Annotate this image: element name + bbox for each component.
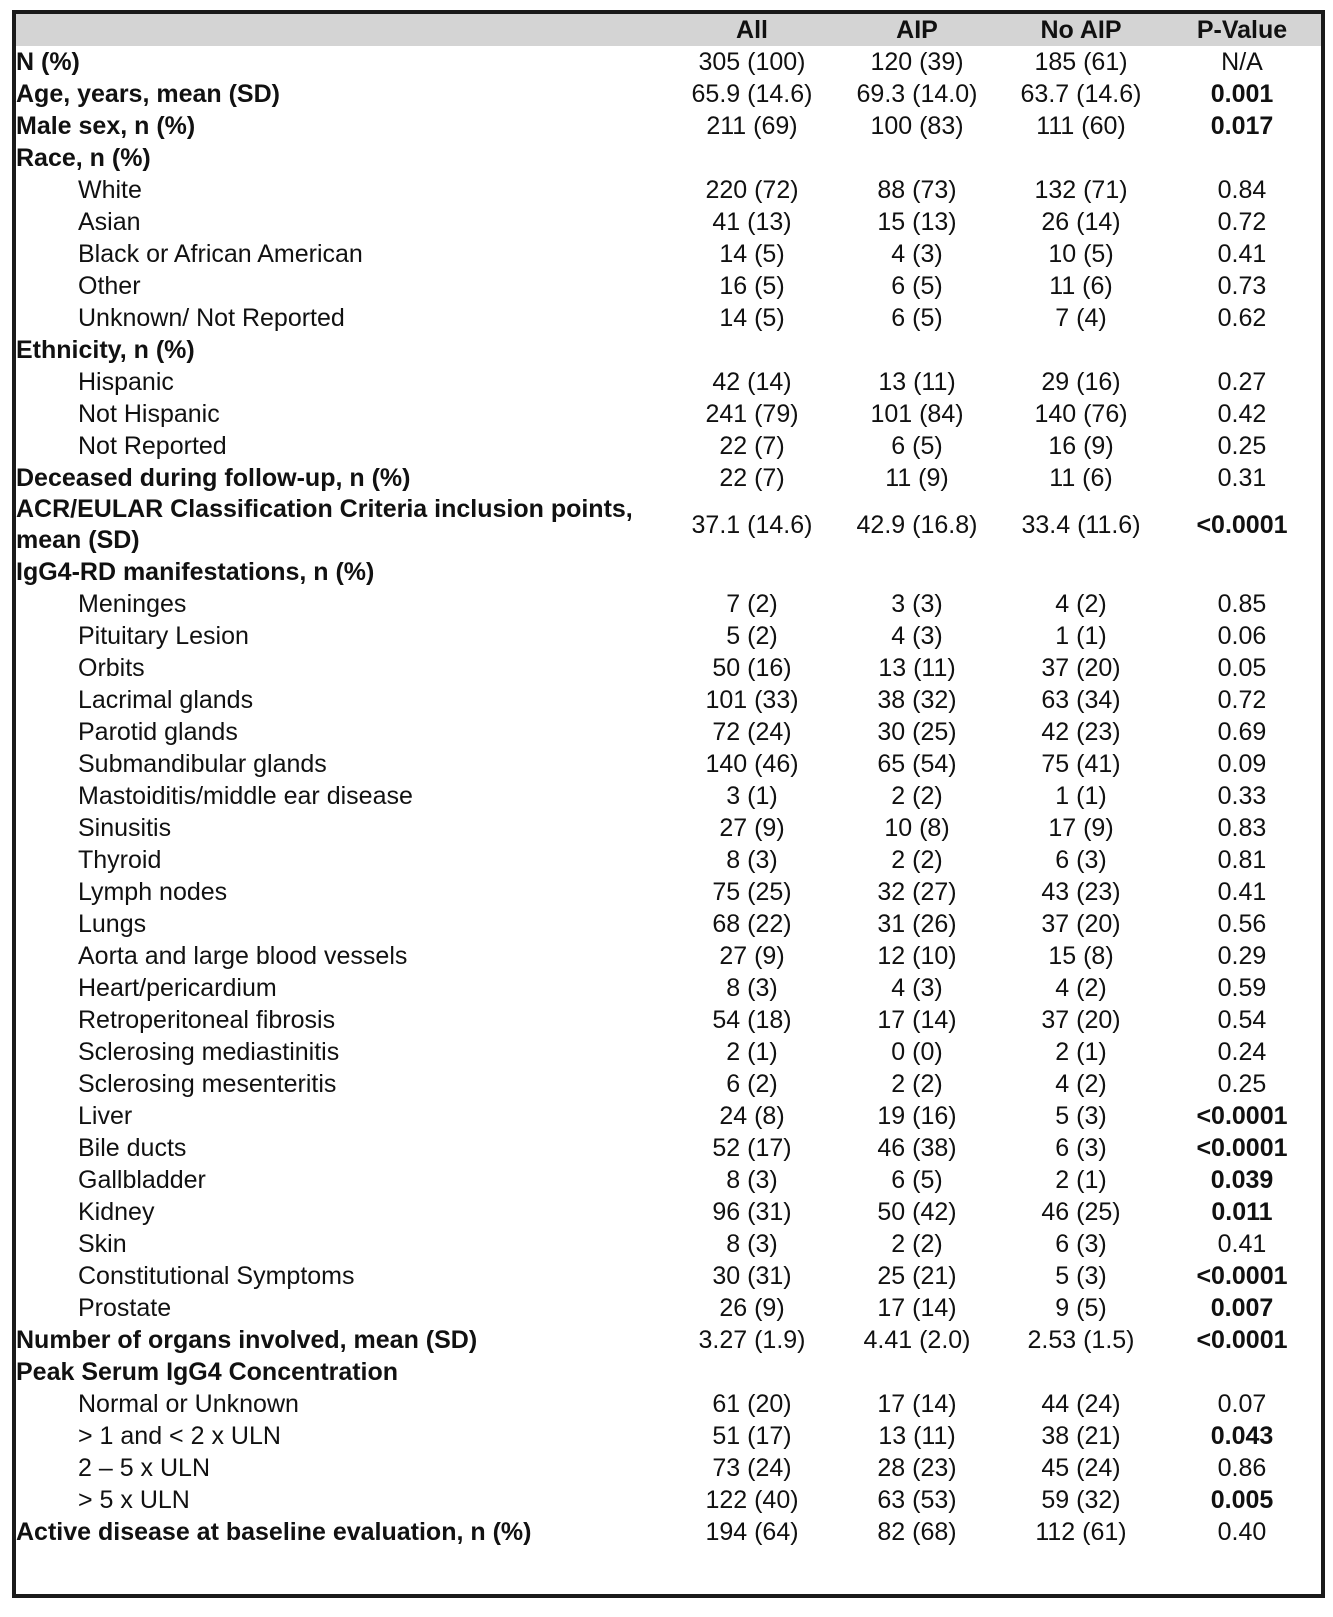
cell-p-value: <0.0001 xyxy=(1196,511,1288,539)
cell-aip: 6 (5) xyxy=(891,304,943,332)
cell-all: 122 (40) xyxy=(705,1486,799,1514)
row-label: Heart/pericardium xyxy=(78,974,277,1002)
cell-p-value: 0.56 xyxy=(1217,910,1267,938)
header-aip: AIP xyxy=(896,16,938,44)
table-row xyxy=(16,1132,1321,1164)
cell-all: 51 (17) xyxy=(712,1422,792,1450)
cell-all: 54 (18) xyxy=(712,1006,792,1034)
row-label: Submandibular glands xyxy=(78,750,327,778)
cell-no-aip: 26 (14) xyxy=(1041,208,1121,236)
cell-all: 8 (3) xyxy=(726,846,778,874)
cell-all: 42 (14) xyxy=(712,368,792,396)
cell-aip: 32 (27) xyxy=(877,878,957,906)
cell-p-value: 0.72 xyxy=(1217,686,1267,714)
cell-aip: 120 (39) xyxy=(870,48,964,76)
cell-p-value xyxy=(1163,334,1321,366)
row-label: Kidney xyxy=(78,1198,155,1226)
header-p-value: P-Value xyxy=(1196,16,1288,44)
cell-p-value: 0.06 xyxy=(1217,622,1267,650)
cell-aip: 11 (9) xyxy=(885,464,949,492)
cell-p-value: N/A xyxy=(1221,48,1263,76)
row-label: Black or African American xyxy=(78,240,363,268)
cell-aip: 17 (14) xyxy=(877,1294,957,1322)
cell-aip: 3 (3) xyxy=(891,590,943,618)
cell-aip: 4.41 (2.0) xyxy=(863,1326,971,1354)
cell-p-value: 0.24 xyxy=(1217,1038,1267,1066)
table-row xyxy=(16,844,1321,876)
cell-no-aip: 5 (3) xyxy=(1055,1262,1107,1290)
row-label: Deceased during follow-up, n (%) xyxy=(16,464,411,492)
row-label: Lacrimal glands xyxy=(78,686,254,714)
table-row xyxy=(16,302,1321,334)
cell-all: 41 (13) xyxy=(712,208,792,236)
cell-aip xyxy=(835,142,999,174)
table-row xyxy=(16,1452,1321,1484)
table-row xyxy=(16,812,1321,844)
row-label: Normal or Unknown xyxy=(78,1390,299,1418)
cell-aip: 50 (42) xyxy=(877,1198,957,1226)
cell-aip: 69.3 (14.0) xyxy=(856,80,978,108)
cell-aip: 88 (73) xyxy=(877,176,957,204)
cell-no-aip: 11 (6) xyxy=(1049,464,1113,492)
cell-no-aip: 4 (2) xyxy=(1055,974,1107,1002)
table-row xyxy=(16,972,1321,1004)
cell-p-value: 0.29 xyxy=(1217,942,1267,970)
cell-p-value: <0.0001 xyxy=(1196,1262,1288,1290)
cell-no-aip: 111 (60) xyxy=(1036,112,1126,140)
row-label: Aorta and large blood vessels xyxy=(78,942,408,970)
cell-p-value: 0.41 xyxy=(1217,878,1267,906)
cell-no-aip: 1 (1) xyxy=(1055,622,1107,650)
cell-p-value: 0.25 xyxy=(1217,432,1267,460)
cell-p-value: 0.54 xyxy=(1217,1006,1267,1034)
cell-aip: 6 (5) xyxy=(891,1166,943,1194)
cell-no-aip: 9 (5) xyxy=(1055,1294,1107,1322)
cell-no-aip: 33.4 (11.6) xyxy=(1021,511,1141,539)
cell-all: 305 (100) xyxy=(698,48,806,76)
cell-aip: 100 (83) xyxy=(870,112,964,140)
table-row xyxy=(16,1228,1321,1260)
cell-no-aip: 6 (3) xyxy=(1055,1230,1107,1258)
row-label: Not Reported xyxy=(78,432,227,460)
row-label: Number of organs involved, mean (SD) xyxy=(16,1326,478,1354)
row-label: Lymph nodes xyxy=(78,878,228,906)
table-body xyxy=(16,46,1321,1548)
cell-no-aip xyxy=(999,142,1163,174)
row-label: Asian xyxy=(78,208,141,236)
row-label: Bile ducts xyxy=(78,1134,187,1162)
row-label: Sclerosing mesenteritis xyxy=(78,1070,337,1098)
row-label: Other xyxy=(78,272,141,300)
cell-no-aip: 37 (20) xyxy=(1041,910,1121,938)
cell-aip: 15 (13) xyxy=(877,208,957,236)
cell-all: 5 (2) xyxy=(726,622,778,650)
cell-p-value: 0.011 xyxy=(1211,1198,1273,1226)
table-row xyxy=(16,1068,1321,1100)
cell-no-aip: 140 (76) xyxy=(1034,400,1128,428)
cell-all: 61 (20) xyxy=(712,1390,792,1418)
row-label: Thyroid xyxy=(78,846,162,874)
cell-p-value: 0.001 xyxy=(1210,80,1274,108)
cell-all xyxy=(669,142,835,174)
cell-no-aip: 38 (21) xyxy=(1041,1422,1121,1450)
table-row xyxy=(16,1388,1321,1420)
cell-no-aip: 46 (25) xyxy=(1041,1198,1121,1226)
cell-no-aip: 5 (3) xyxy=(1055,1102,1107,1130)
row-label: Retroperitoneal fibrosis xyxy=(78,1006,336,1034)
cell-p-value: <0.0001 xyxy=(1196,1326,1288,1354)
table-row xyxy=(16,748,1321,780)
table-row xyxy=(16,588,1321,620)
cell-aip: 13 (11) xyxy=(878,1422,956,1450)
header-all: All xyxy=(736,16,768,44)
table-row xyxy=(16,1036,1321,1068)
cell-aip: 17 (14) xyxy=(877,1390,957,1418)
row-label: Unknown/ Not Reported xyxy=(78,304,345,332)
cell-no-aip: 185 (61) xyxy=(1034,48,1128,76)
table-row xyxy=(16,556,1321,588)
cell-all: 27 (9) xyxy=(719,814,785,842)
table-row xyxy=(16,270,1321,302)
cell-aip: 6 (5) xyxy=(891,272,943,300)
table-row xyxy=(16,1324,1321,1356)
table-row xyxy=(16,1004,1321,1036)
cell-all: 14 (5) xyxy=(719,304,785,332)
header-no-aip: No AIP xyxy=(1040,16,1122,44)
cell-all: 24 (8) xyxy=(719,1102,785,1130)
cell-p-value: 0.039 xyxy=(1210,1166,1274,1194)
cell-aip xyxy=(835,1356,999,1388)
row-label: Peak Serum IgG4 Concentration xyxy=(16,1358,399,1386)
cell-p-value: 0.85 xyxy=(1217,590,1267,618)
cell-all: 14 (5) xyxy=(719,240,785,268)
row-label: Pituitary Lesion xyxy=(78,622,249,650)
cell-no-aip: 2 (1) xyxy=(1055,1166,1107,1194)
row-label: Liver xyxy=(78,1102,133,1130)
cell-aip: 30 (25) xyxy=(877,718,957,746)
cell-p-value: 0.043 xyxy=(1210,1422,1274,1450)
row-label: N (%) xyxy=(16,48,80,76)
row-label: Ethnicity, n (%) xyxy=(16,336,195,364)
cell-aip: 0 (0) xyxy=(891,1038,943,1066)
cell-no-aip: 37 (20) xyxy=(1041,654,1121,682)
cell-all: 8 (3) xyxy=(726,974,778,1002)
table-row xyxy=(16,716,1321,748)
cell-aip: 82 (68) xyxy=(877,1518,957,1546)
table-row xyxy=(16,1516,1321,1548)
row-label: Skin xyxy=(78,1230,127,1258)
cell-no-aip: 6 (3) xyxy=(1055,846,1107,874)
cell-no-aip: 4 (2) xyxy=(1055,1070,1107,1098)
cell-all xyxy=(669,334,835,366)
table-row xyxy=(16,1356,1321,1388)
table-row xyxy=(16,462,1321,494)
cell-p-value: 0.81 xyxy=(1217,846,1267,874)
cell-p-value xyxy=(1163,556,1321,588)
cell-aip: 2 (2) xyxy=(891,1070,943,1098)
table-row xyxy=(16,1164,1321,1196)
cell-all: 50 (16) xyxy=(712,654,792,682)
table-row xyxy=(16,1484,1321,1516)
cell-no-aip: 6 (3) xyxy=(1055,1134,1107,1162)
cell-no-aip: 63.7 (14.6) xyxy=(1020,80,1142,108)
table-row xyxy=(16,46,1321,78)
cell-no-aip: 42 (23) xyxy=(1041,718,1121,746)
cell-all: 3 (1) xyxy=(726,782,778,810)
cell-no-aip: 45 (24) xyxy=(1041,1454,1121,1482)
cell-all: 26 (9) xyxy=(719,1294,785,1322)
cell-all: 241 (79) xyxy=(705,400,799,428)
table-row xyxy=(16,174,1321,206)
cell-all: 7 (2) xyxy=(726,590,778,618)
table-row xyxy=(16,1196,1321,1228)
cell-p-value xyxy=(1163,1356,1321,1388)
cell-all: 6 (2) xyxy=(726,1070,778,1098)
cell-p-value: 0.84 xyxy=(1217,176,1267,204)
cell-aip: 12 (10) xyxy=(877,942,957,970)
cell-all: 75 (25) xyxy=(712,878,792,906)
cell-no-aip: 10 (5) xyxy=(1048,240,1114,268)
cell-p-value: <0.0001 xyxy=(1196,1134,1288,1162)
row-label: Gallbladder xyxy=(78,1166,206,1194)
cell-all: 211 (69) xyxy=(706,112,798,140)
cell-aip: 6 (5) xyxy=(891,432,943,460)
cell-p-value: 0.017 xyxy=(1210,112,1274,140)
cell-all: 101 (33) xyxy=(705,686,799,714)
baseline-characteristics-table xyxy=(16,14,1321,1548)
cell-all: 30 (31) xyxy=(712,1262,792,1290)
table-row xyxy=(16,684,1321,716)
row-label: Not Hispanic xyxy=(78,400,220,428)
row-label: IgG4-RD manifestations, n (%) xyxy=(16,558,375,586)
cell-all: 27 (9) xyxy=(719,942,785,970)
cell-p-value: 0.007 xyxy=(1210,1294,1274,1322)
row-label: Sclerosing mediastinitis xyxy=(78,1038,340,1066)
cell-all: 8 (3) xyxy=(726,1166,778,1194)
cell-no-aip: 43 (23) xyxy=(1041,878,1121,906)
row-label: Sinusitis xyxy=(78,814,172,842)
cell-aip: 46 (38) xyxy=(877,1134,957,1162)
row-label: ACR/EULAR Classification Criteria inclusion points, mean (SD) xyxy=(16,495,633,554)
cell-aip: 13 (11) xyxy=(878,654,956,682)
table-row xyxy=(16,876,1321,908)
row-label: Mastoiditis/middle ear disease xyxy=(78,782,413,810)
table-row xyxy=(16,940,1321,972)
row-label: Orbits xyxy=(78,654,145,682)
cell-no-aip xyxy=(999,556,1163,588)
table-row xyxy=(16,366,1321,398)
cell-aip: 2 (2) xyxy=(891,782,943,810)
cell-p-value: 0.31 xyxy=(1217,464,1267,492)
cell-aip: 19 (16) xyxy=(877,1102,957,1130)
cell-aip: 13 (11) xyxy=(878,368,956,396)
table-row xyxy=(16,780,1321,812)
cell-no-aip: 132 (71) xyxy=(1034,176,1128,204)
table-row xyxy=(16,1100,1321,1132)
cell-p-value: 0.41 xyxy=(1217,1230,1267,1258)
row-label: Prostate xyxy=(78,1294,172,1322)
cell-p-value: 0.41 xyxy=(1217,240,1267,268)
cell-p-value: 0.33 xyxy=(1217,782,1267,810)
table-row xyxy=(16,494,1321,556)
cell-all: 37.1 (14.6) xyxy=(691,511,813,539)
row-label: Lungs xyxy=(78,910,147,938)
cell-p-value xyxy=(1163,142,1321,174)
cell-p-value: 0.07 xyxy=(1217,1390,1267,1418)
cell-all: 194 (64) xyxy=(705,1518,799,1546)
table-row xyxy=(16,78,1321,110)
cell-all: 140 (46) xyxy=(705,750,799,778)
cell-all xyxy=(669,1356,835,1388)
cell-all: 68 (22) xyxy=(712,910,792,938)
table-row xyxy=(16,1260,1321,1292)
cell-all: 65.9 (14.6) xyxy=(691,80,813,108)
table-row xyxy=(16,238,1321,270)
cell-all: 22 (7) xyxy=(719,464,785,492)
cell-p-value: 0.42 xyxy=(1217,400,1267,428)
cell-no-aip: 11 (6) xyxy=(1049,272,1113,300)
cell-p-value: 0.005 xyxy=(1210,1486,1274,1514)
table-frame xyxy=(12,10,1325,1598)
cell-aip: 2 (2) xyxy=(891,846,943,874)
header-row xyxy=(16,14,1321,46)
cell-aip: 63 (53) xyxy=(877,1486,957,1514)
row-label: Parotid glands xyxy=(78,718,238,746)
cell-no-aip: 7 (4) xyxy=(1055,304,1107,332)
cell-aip: 31 (26) xyxy=(877,910,957,938)
cell-aip: 38 (32) xyxy=(877,686,957,714)
cell-p-value: <0.0001 xyxy=(1196,1102,1288,1130)
cell-aip xyxy=(835,556,999,588)
cell-no-aip: 63 (34) xyxy=(1041,686,1121,714)
cell-p-value: 0.40 xyxy=(1217,1518,1267,1546)
table-row xyxy=(16,334,1321,366)
cell-aip: 42.9 (16.8) xyxy=(856,511,978,539)
row-label: > 5 x ULN xyxy=(78,1486,190,1514)
cell-p-value: 0.05 xyxy=(1217,654,1267,682)
cell-p-value: 0.72 xyxy=(1217,208,1267,236)
header-label xyxy=(16,14,669,46)
row-label: > 1 and < 2 x ULN xyxy=(78,1422,281,1450)
row-label: Meninges xyxy=(78,590,187,618)
row-label: Active disease at baseline evaluation, n (%) xyxy=(16,1518,532,1546)
cell-p-value: 0.73 xyxy=(1217,272,1267,300)
cell-no-aip: 29 (16) xyxy=(1041,368,1121,396)
table-row xyxy=(16,398,1321,430)
cell-no-aip: 4 (2) xyxy=(1055,590,1107,618)
row-label: 2 – 5 x ULN xyxy=(78,1454,211,1482)
cell-aip: 28 (23) xyxy=(877,1454,957,1482)
cell-aip: 2 (2) xyxy=(891,1230,943,1258)
cell-all xyxy=(669,556,835,588)
cell-all: 2 (1) xyxy=(726,1038,778,1066)
cell-no-aip: 2.53 (1.5) xyxy=(1027,1326,1135,1354)
row-label: White xyxy=(78,176,142,204)
table-row xyxy=(16,652,1321,684)
row-label: Constitutional Symptoms xyxy=(78,1262,355,1290)
cell-aip: 4 (3) xyxy=(891,974,943,1002)
cell-no-aip: 16 (9) xyxy=(1048,432,1114,460)
cell-aip: 10 (8) xyxy=(884,814,950,842)
cell-aip: 25 (21) xyxy=(877,1262,957,1290)
cell-p-value: 0.25 xyxy=(1217,1070,1267,1098)
table-row xyxy=(16,430,1321,462)
cell-no-aip: 112 (61) xyxy=(1035,1518,1127,1546)
cell-aip xyxy=(835,334,999,366)
cell-all: 52 (17) xyxy=(712,1134,792,1162)
cell-all: 72 (24) xyxy=(712,718,792,746)
cell-no-aip xyxy=(999,334,1163,366)
cell-no-aip: 75 (41) xyxy=(1041,750,1121,778)
cell-p-value: 0.59 xyxy=(1217,974,1267,1002)
cell-aip: 4 (3) xyxy=(891,622,943,650)
cell-p-value: 0.62 xyxy=(1217,304,1267,332)
table-row xyxy=(16,206,1321,238)
cell-aip: 4 (3) xyxy=(891,240,943,268)
cell-no-aip: 15 (8) xyxy=(1048,942,1114,970)
cell-p-value: 0.69 xyxy=(1217,718,1267,746)
row-label: Hispanic xyxy=(78,368,174,396)
row-label: Male sex, n (%) xyxy=(16,112,196,140)
cell-p-value: 0.83 xyxy=(1217,814,1267,842)
cell-aip: 101 (84) xyxy=(870,400,964,428)
cell-no-aip xyxy=(999,1356,1163,1388)
cell-no-aip: 1 (1) xyxy=(1055,782,1107,810)
cell-all: 3.27 (1.9) xyxy=(698,1326,806,1354)
row-label: Race, n (%) xyxy=(16,144,151,172)
cell-all: 22 (7) xyxy=(719,432,785,460)
cell-no-aip: 44 (24) xyxy=(1041,1390,1121,1418)
cell-aip: 17 (14) xyxy=(877,1006,957,1034)
cell-p-value: 0.09 xyxy=(1217,750,1267,778)
cell-p-value: 0.86 xyxy=(1217,1454,1267,1482)
cell-no-aip: 59 (32) xyxy=(1041,1486,1121,1514)
table-row xyxy=(16,1420,1321,1452)
table-row xyxy=(16,142,1321,174)
cell-no-aip: 2 (1) xyxy=(1055,1038,1107,1066)
table-row xyxy=(16,1292,1321,1324)
cell-p-value: 0.27 xyxy=(1217,368,1267,396)
cell-no-aip: 17 (9) xyxy=(1048,814,1114,842)
cell-no-aip: 37 (20) xyxy=(1041,1006,1121,1034)
table-row xyxy=(16,620,1321,652)
cell-all: 73 (24) xyxy=(712,1454,792,1482)
table-row xyxy=(16,110,1321,142)
cell-all: 8 (3) xyxy=(726,1230,778,1258)
table-row xyxy=(16,908,1321,940)
row-label: Age, years, mean (SD) xyxy=(16,80,280,108)
cell-aip: 65 (54) xyxy=(877,750,957,778)
cell-all: 220 (72) xyxy=(705,176,799,204)
cell-all: 96 (31) xyxy=(712,1198,792,1226)
cell-all: 16 (5) xyxy=(719,272,785,300)
